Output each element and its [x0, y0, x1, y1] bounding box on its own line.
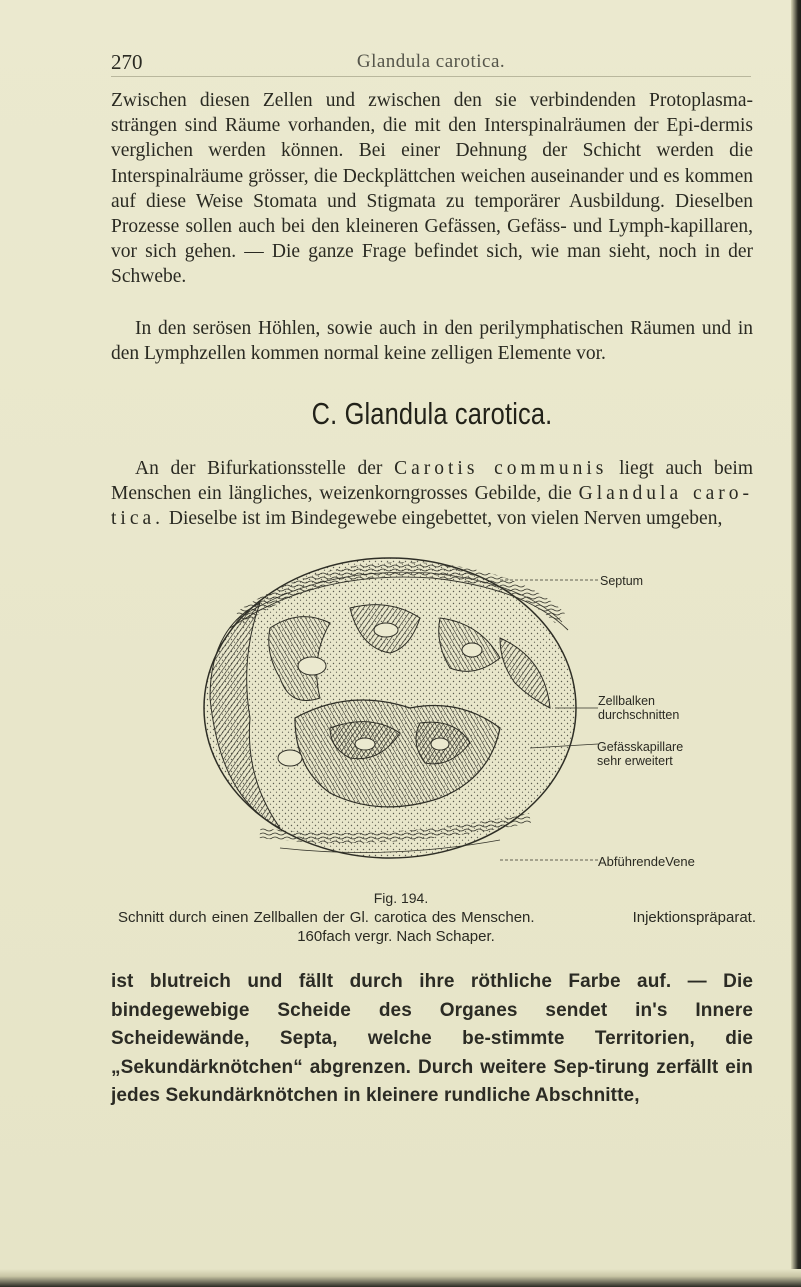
label-zellbalken	[598, 694, 679, 722]
paragraph-1-text: Zwischen diesen Zellen und zwischen den sie verbindenden Protoplasma-strängen sind Räume vorhanden, die mit den Interspinalräumen der Epi-dermis verglichen werden können. Bei einer Dehnung der Schicht werden die Interspinalräume grösser, die Deckplättchen weichen auseinander und es kommen auf diese Weise Stomata und Stigmata zu temporärer Ausbildung. Dieselben Prozesse sollen auch bei den kleineren Gefässen, Gefäss- und Lymph-kapillaren, vor sich gehen. — Die ganze Frage befindet sich, wie man sieht, noch in der Schwebe.	[111, 90, 753, 288]
paragraph-2	[111, 316, 753, 366]
paragraph-4-text: ist blutreich und fällt durch ihre röthliche Farbe auf. — Die bindegewebige Scheide des Organes sendet in's Innere Scheidewände, Septa, welche be-stimmte Territorien, die „Sekundärknötchen“ abgrenzen. Durch weitere Sep-tirung zerfällt ein jedes Sekundärknötchen in kleinere rundliche Abschnitte,	[111, 971, 753, 1106]
term-glandula-carotica: Glandula caro-tica.	[111, 483, 753, 530]
label-zellbalken-line1: Zellbalken	[598, 694, 655, 708]
figure-illustration	[200, 548, 600, 864]
page-edge-shadow	[791, 0, 801, 1287]
page-number: 270	[111, 50, 143, 74]
label-zellbalken-line2: durchschnitten	[598, 708, 680, 722]
paragraph-4	[111, 968, 753, 1111]
paragraph-3	[111, 456, 753, 532]
label-septum: Septum	[600, 574, 644, 588]
page-header	[111, 50, 751, 76]
figure-caption-right: Injektionspräparat.	[632, 909, 756, 926]
paragraph-1	[111, 88, 753, 290]
paragraph-3-part1: An der Bifurkationsstelle der	[135, 458, 395, 479]
label-gefaess-line1: Gefässkapillare	[597, 740, 684, 754]
running-title: Glandula carotica.	[356, 51, 506, 72]
paragraph-2-text: In den serösen Höhlen, sowie auch in den perilymphatischen Räumen und in den Lymphzellen kommen normal keine zelligen Elemente vor.	[111, 318, 753, 365]
figure-caption-line2: 160fach vergr. Nach Schaper.	[297, 928, 495, 945]
figure-caption-main: Schnitt durch einen Zellballen der Gl. carotica des Menschen.	[118, 909, 535, 926]
section-title: C. Glandula carotica.	[311, 396, 553, 431]
paragraph-3-part3: Dieselbe ist im Bindegewebe eingebettet, von vielen Nerven umgeben,	[164, 508, 723, 530]
term-carotis-communis: Carotis communis	[394, 458, 608, 479]
page-bottom-shadow	[0, 1269, 801, 1287]
header-rule	[111, 76, 751, 77]
figure-number: Fig. 194.	[373, 890, 429, 906]
figure-caption-line1	[118, 909, 758, 926]
paragraph-3-part2: liegt auch beim Menschen ein längliches, weizenkorngrosses Gebilde, die	[111, 458, 753, 505]
label-abfuehrende-vene: AbführendeVene	[598, 854, 695, 869]
label-gefaesskapillare	[597, 740, 683, 768]
paragraph-3-text	[111, 456, 753, 532]
label-gefaess-line2: sehr erweitert	[597, 754, 673, 768]
